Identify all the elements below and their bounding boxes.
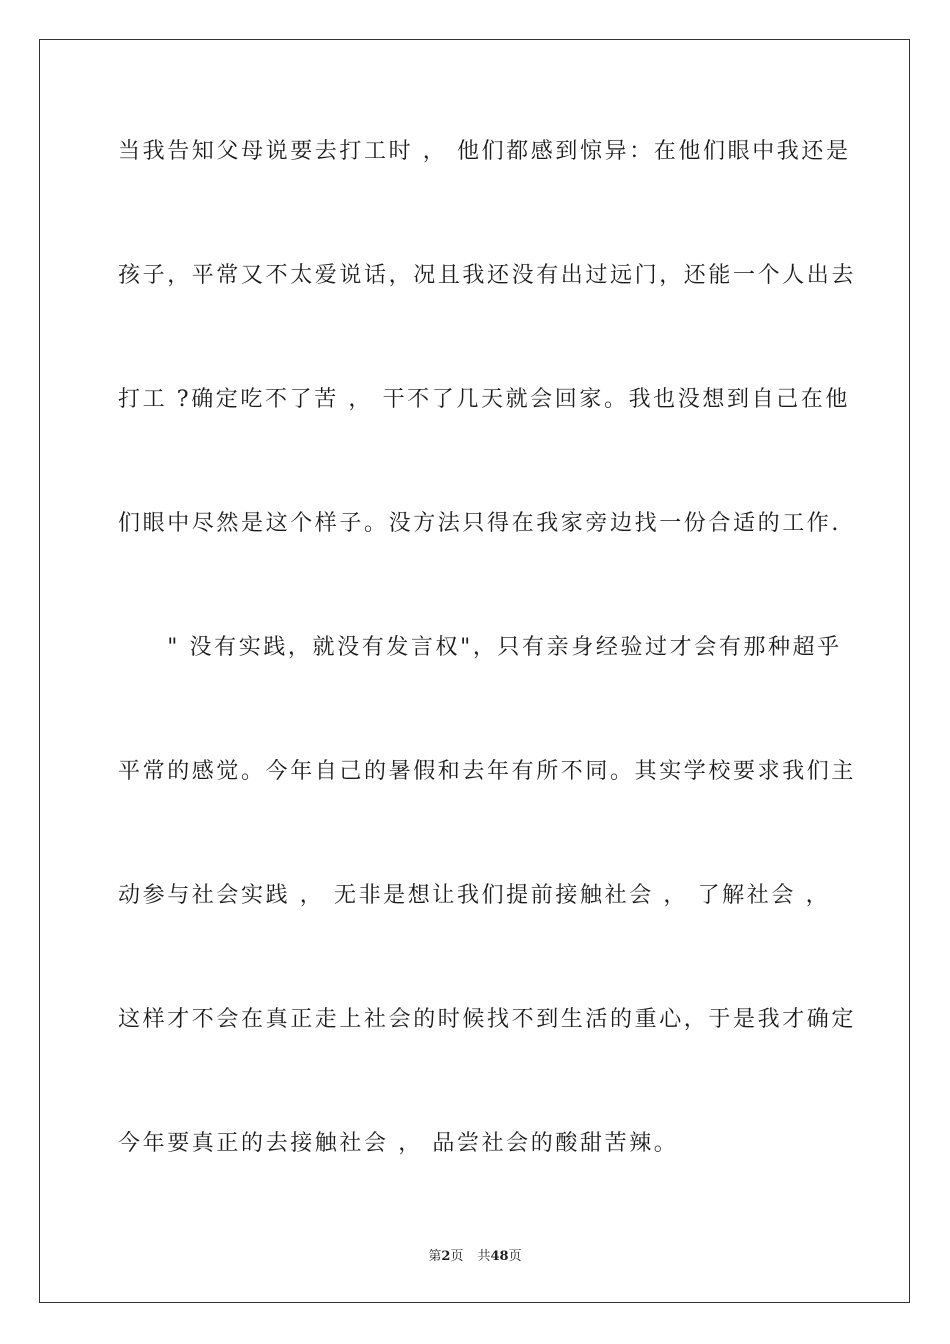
body-text-line: " 没有实践，就没有发言权"，只有亲身经验过才会有那种超乎	[118, 635, 842, 660]
body-text-line: 平常的感觉。今年自己的暑假和去年有所不同。其实学校要求我们主	[118, 759, 857, 784]
body-text-line: 这样才不会在真正走上社会的时候找不到生活的重心，于是我才确定	[118, 1007, 857, 1032]
total-suffix: 页	[508, 1249, 522, 1264]
current-page-number: 2	[441, 1249, 451, 1264]
total-prefix: 共	[477, 1249, 491, 1264]
body-text-line: 动参与社会实践 ， 无非是想让我们提前接触社会 ， 了解社会 ，	[118, 883, 831, 908]
body-text-line: 孩子，平常又不太爱说话，况且我还没有出过远门，还能一个人出去	[118, 263, 857, 288]
body-text-line: 打工 ?确定吃不了苦 ， 干不了几天就会回家。我也没想到自己在他	[118, 387, 850, 412]
page-suffix: 页	[450, 1249, 464, 1264]
page-footer	[0, 1248, 950, 1266]
page-border	[39, 39, 910, 1303]
page-prefix: 第	[428, 1249, 442, 1264]
body-text-line: 今年要真正的去接触社会 ， 品尝社会的酸甜苦辣。	[118, 1131, 679, 1156]
total-page-count: 48	[490, 1249, 509, 1264]
body-text-line: 当我告知父母说要去打工时 ， 他们都感到惊异：在他们眼中我还是	[118, 139, 851, 164]
body-text-line: 们眼中尽然是这个样子。没方法只得在我家旁边找一份合适的工作.	[118, 511, 841, 536]
